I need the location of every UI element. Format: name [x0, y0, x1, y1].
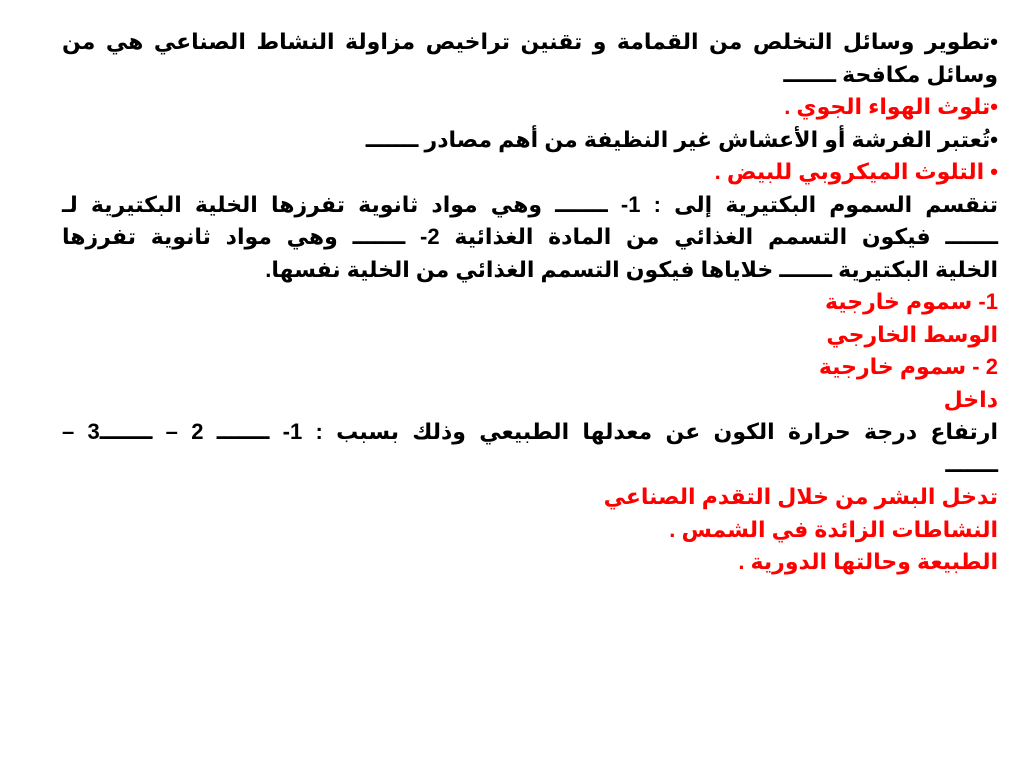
text-line: الخلية البكتيرية ـــــــ خلاياها فيكون التسمم الغذائي من الخلية نفسها.: [265, 256, 998, 282]
text-line: الطبيعة وحالتها الدورية .: [738, 549, 998, 574]
text-line: • التلوث الميكروبي للبيض .: [714, 159, 998, 184]
text-line: 2 - سموم خارجية: [818, 354, 998, 379]
text-line: ـــــــ: [945, 451, 998, 477]
text-line: تدخل البشر من خلال التقدم الصناعي: [603, 484, 998, 509]
text-line: •تلوث الهواء الجوي .: [784, 94, 998, 119]
text-line: وسائل مكافحة ـــــــ: [783, 61, 998, 87]
text-line: •تُعتبر الفرشة أو الأعشاش غير النظيفة من أهم مصادر ـــــــ: [365, 126, 998, 152]
text-line: الوسط الخارجي: [826, 321, 998, 347]
text-line: •تطوير وسائل التخلص من القمامة و تقنين تراخيص مزاولة النشاط الصناعي هي من: [62, 29, 998, 54]
text-line: النشاطات الزائدة في الشمس .: [669, 516, 998, 542]
text-line: تنقسم السموم البكتيرية إلى : 1- ـــــــ وهي مواد ثانوية تفرزها الخلية البكتيرية لـ: [62, 191, 998, 217]
text-line: ـــــــ فيكون التسمم الغذائي من المادة الغذائية 2- ـــــــ وهي مواد ثانوية تفرزها: [62, 224, 999, 249]
text-line: 1- سموم خارجية: [824, 289, 998, 314]
text-line: داخل: [943, 386, 998, 412]
slide-text-body: [62, 26, 998, 579]
text-line: ارتفاع درجة حرارة الكون عن معدلها الطبيعي وذلك بسبب : 1- ـــــــ 2 – ـــــــ3 –: [62, 419, 998, 444]
